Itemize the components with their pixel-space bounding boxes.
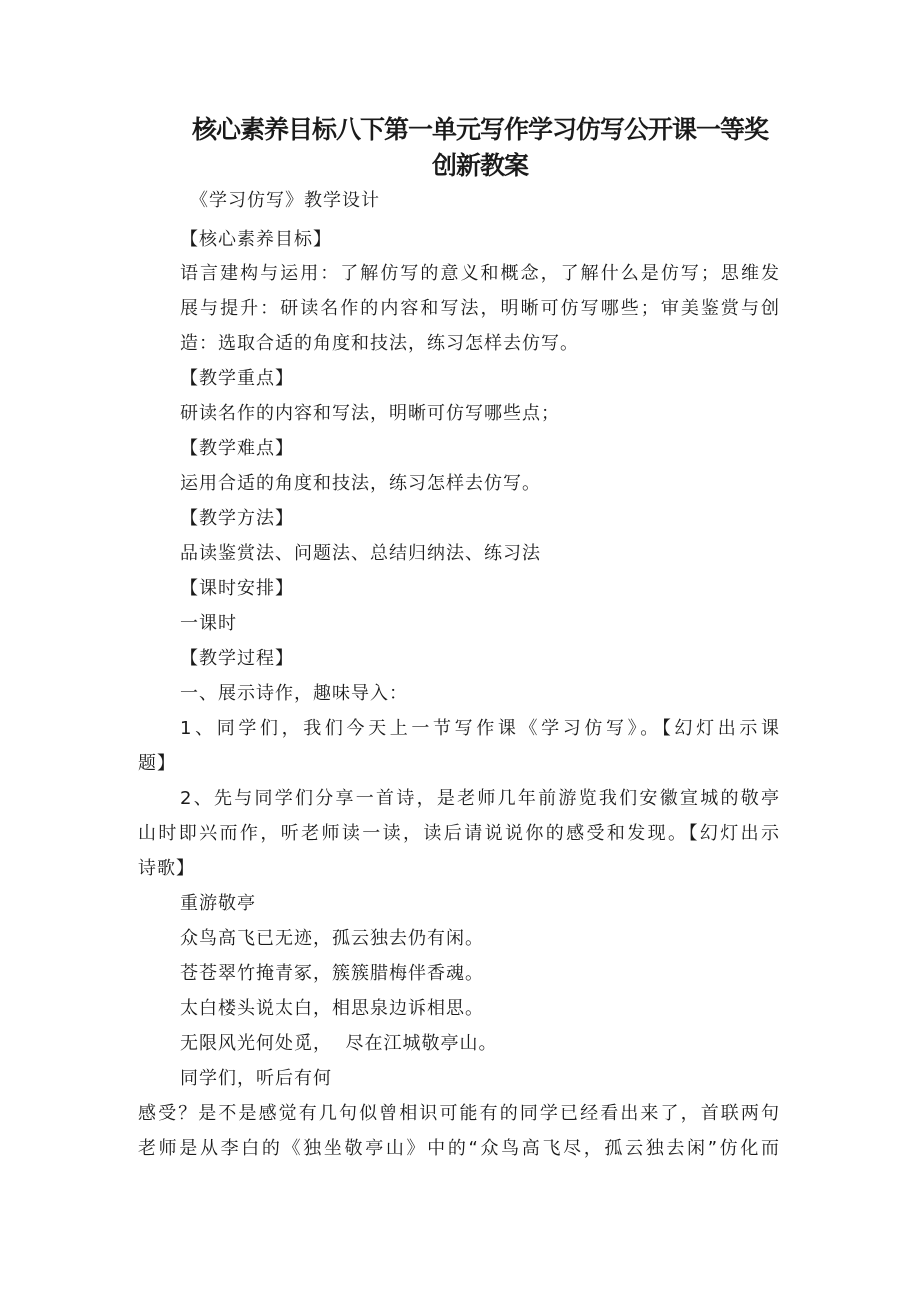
paragraph-3-line-1: 同学们，听后有何 [180,1068,332,1089]
methods-text: 品读鉴赏法、问题法、总结归纳法、练习法 [180,543,541,564]
poem-line-3: 太白楼头说太白，相思泉边诉相思。 [180,998,484,1019]
poem-line-4: 无限风光何处觅， 尽在江城敬亭山。 [180,1033,498,1054]
heading-process: 【教学过程】 [180,648,294,669]
goals-line-2: 展与提升：研读名作的内容和写法，明晰可仿写哪些；审美鉴赏与创 [180,298,780,319]
heading-methods: 【教学方法】 [180,508,294,529]
paragraph-2-line-1: 2、先与同学们分享一首诗，是老师几年前游览我们安徽宣城的敬亭 [180,788,780,809]
poem-title: 重游敬亭 [180,893,256,914]
goals-line-3: 造：选取合适的角度和技法，练习怎样去仿写。 [180,333,579,354]
heading-schedule: 【课时安排】 [180,578,294,599]
document-title-line-1: 核心素养目标八下第一单元写作学习仿写公开课一等奖 [191,115,768,144]
poem-line-2: 苍苍翠竹掩青冢，簇簇腊梅伴香魂。 [180,963,484,984]
document-title-line-2: 创新教案 [431,151,528,180]
paragraph-2-line-3: 诗歌】 [138,858,195,879]
goals-line-1: 语言建构与运用：了解仿写的意义和概念，了解什么是仿写；思维发 [180,263,780,284]
schedule-text: 一课时 [180,613,237,634]
paragraph-1-line-2: 题】 [138,753,176,774]
heading-focus: 【教学重点】 [180,368,294,389]
step-1-heading: 一、展示诗作，趣味导入： [180,683,408,704]
heading-difficulty: 【教学难点】 [180,438,294,459]
focus-text: 研读名作的内容和写法，明晰可仿写哪些点； [180,403,560,424]
paragraph-3-line-3: 老师是从李白的《独坐敬亭山》中的“众鸟高飞尽，孤云独去闲”仿化而 [138,1138,780,1159]
subtitle: 《学习仿写》教学设计 [190,190,380,211]
paragraph-3-line-2: 感受？是不是感觉有几句似曾相识可能有的同学已经看出来了，首联两句 [138,1103,780,1124]
paragraph-2-line-2: 山时即兴而作，听老师读一读，读后请说说你的感受和发现。【幻灯出示 [138,823,780,844]
difficulty-text: 运用合适的角度和技法，练习怎样去仿写。 [180,473,541,494]
paragraph-1-line-1: 1、同学们，我们今天上一节写作课《学习仿写》。【幻灯出示课 [180,718,780,739]
poem-line-1: 众鸟高飞已无迹，孤云独去仍有闲。 [180,928,484,949]
heading-goals: 【核心素养目标】 [180,229,332,250]
